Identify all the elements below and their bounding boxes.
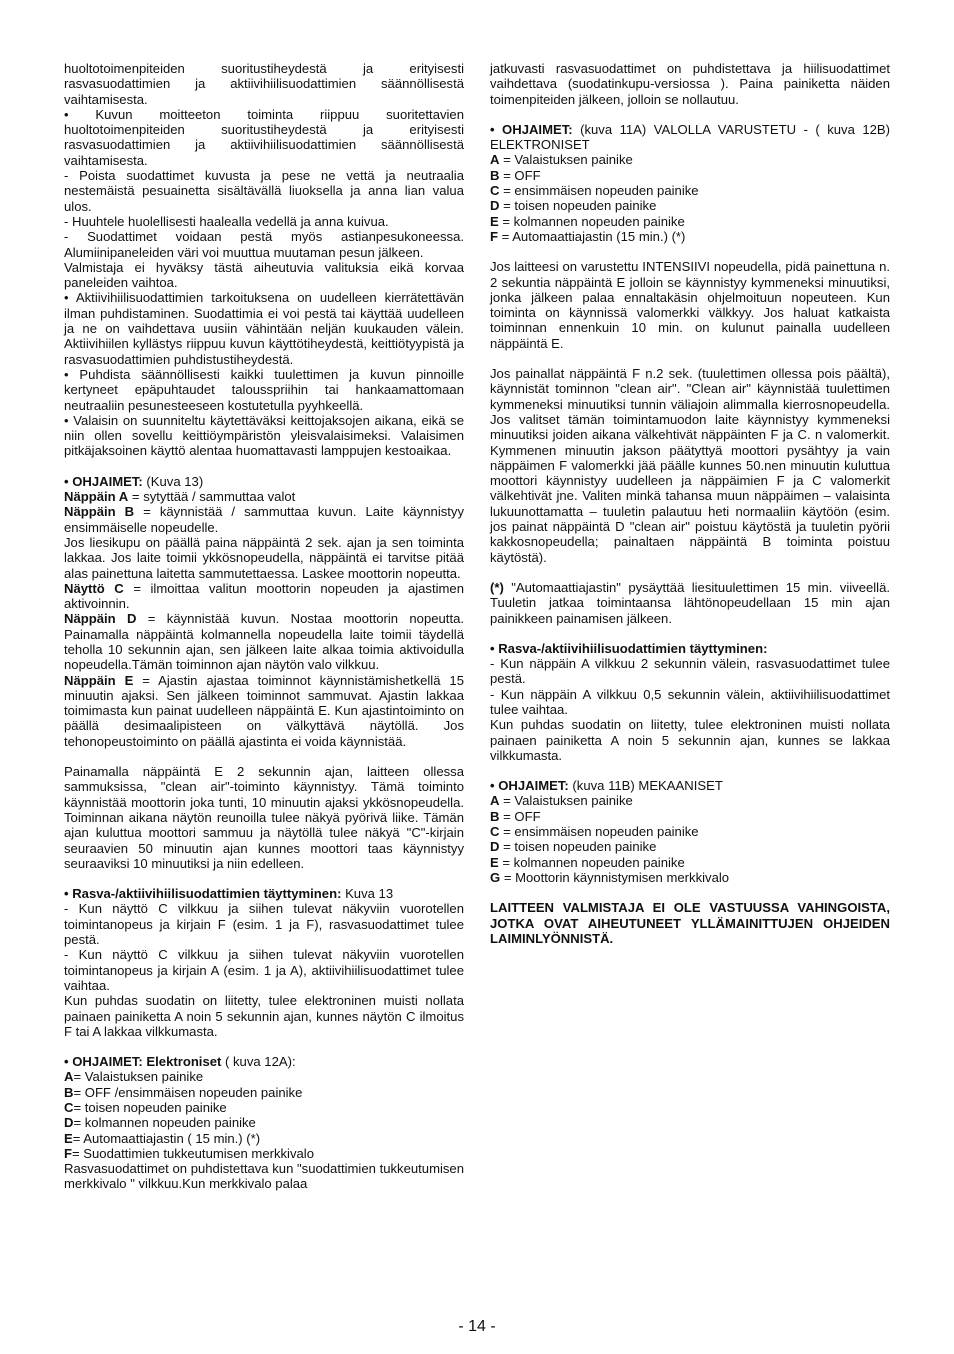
text: - Kun näppäin A vilkkuu 0,5 sekunnin välein, aktiivihiilisuodattimet tulee vaihtaa. bbox=[490, 686, 890, 717]
text: = Valaistuksen painike bbox=[73, 1069, 204, 1085]
text: "Automaattiajastin" pysäyttää liesituulettimen 15 min. viiveellä. Tuuletin jatkaa toimintaansa lähtönopeudellaan 15 min ajan painikkeen painamisen jälkeen. bbox=[490, 579, 890, 626]
paragraph-gap bbox=[64, 459, 464, 474]
paragraph bbox=[490, 214, 890, 229]
text: = OFF /ensimmäisen nopeuden painike bbox=[73, 1084, 303, 1100]
text: Rasvasuodattimet on puhdistettava kun "suodattimien tukkeutumisen merkkivalo " vilkkuu.Kun merkkivalo palaa bbox=[64, 1161, 464, 1192]
bold-label: G bbox=[490, 869, 501, 885]
paragraph bbox=[64, 764, 464, 871]
paragraph bbox=[64, 901, 464, 947]
text: • Aktiivihiilisuodattimien tarkoituksena on uudelleen kierrätettävän ilman puhdistaminen. Suodattimia ei voi pestä tai käyttää uudelleen ja ne on vaihdettava uusiin vähintään neljän kuukauden välein. Aktiivihiilen kyllästys riippuu kuvun käyttötiheydestä, keittiötyypistä ja rasvasuodattimien puhdistustiheydestä. bbox=[64, 290, 464, 367]
text: - Huuhtele huolellisesti haalealla vedellä ja anna kuivua. bbox=[64, 213, 389, 229]
bold-label: F bbox=[490, 228, 498, 244]
bold-label: C bbox=[490, 183, 500, 199]
bold-label: • Rasva-/aktiivihiilisuodattimien täyttyminen: bbox=[490, 640, 768, 656]
text: ( kuva 12A): bbox=[221, 1054, 296, 1070]
bold-label: E bbox=[64, 1130, 73, 1146]
bold-label: • Rasva-/aktiivihiilisuodattimien täyttyminen: bbox=[64, 886, 342, 902]
text: = sytyttää / sammuttaa valot bbox=[128, 489, 296, 505]
paragraph bbox=[64, 1146, 464, 1161]
paragraph bbox=[64, 1085, 464, 1100]
text: = toisen nopeuden painike bbox=[499, 839, 657, 855]
bold-label: D bbox=[490, 198, 500, 214]
paragraph bbox=[490, 717, 890, 763]
bold-label: C bbox=[490, 824, 500, 840]
text: • Kuvun moitteeton toiminta riippuu suoritettavien huoltotoimenpiteiden suoritustiheydestä ja erityisesti rasvasuodattimien ja aktiivihiilisuodattimien säännöllisestä vaihtamisesta. bbox=[64, 106, 464, 168]
text: Jos painallat näppäintä F n.2 sek. (tuulettimen ollessa pois päältä), käynnistät tominnon "clean air". "Clean air" käynnistää tuulettimen kymmeneksi minuutiksi tunnin väliajoin alimmalla kierrosnopeudella. Jos valitset tämän toimintamuodon laite käynnistyy kymmeneksi minuutiksi joiden aikana välkehtivät näppäinten F ja C. n valomerkit. Kymmenen minuutin jakson päätyttyä moottori pysähtyy ja vain näppäimen F valomerkki jää päälle kunnes 50.nen minuutin kuluttua moottori käynnistyy uudelleen ja näppäimien F ja C valomerkit välkehtivät jne. Valiten minkä tahansa muun näppäimen – valaisinta lukuunottamatta – tuuletin palautuu heti normaaliin käytöön (esim. jos painat näppäintä D "clean air" poistuu käytöstä ja tuuletin pyörii kakkosnopeudella; painaltaen näppäintä B toiminta poistuu käytöstä). bbox=[490, 366, 890, 565]
paragraph-gap bbox=[490, 244, 890, 259]
paragraph-gap bbox=[64, 1039, 464, 1054]
text: Jos laitteesi on varustettu INTENSIIVI nopeudella, pidä painettuna n. 2 sekuntia näppäintä E jolloin se käynnistyy kymmeneksi minuutiksi, jonka jälkeen palaa ennaltakäsin ohjelmoituun nopeuteen. Kun toiminta on käynnissä valomerkki välkkyy. Jos haluat katkaista toiminnan ennenkuin 10 min. on kulunut painalla uudelleen näppäintä E. bbox=[490, 259, 890, 351]
bold-label: Näppäin B bbox=[64, 504, 135, 520]
paragraph bbox=[64, 168, 464, 214]
bold-label: A bbox=[490, 152, 500, 168]
bold-label: E bbox=[490, 854, 499, 870]
text: = kolmannen nopeuden painike bbox=[498, 213, 685, 229]
page-number: - 14 - bbox=[458, 1318, 496, 1335]
disclaimer: LAITTEEN VALMISTAJA EI OLE VASTUUSSA VAHINGOISTA, JOTKA OVAT AIHEUTUNEET YLLÄMAINITTUJEN OHJEIDEN LAIMINLYÖNNISTÄ. bbox=[490, 900, 890, 946]
paragraph bbox=[490, 580, 890, 626]
text: = Valaistuksen painike bbox=[499, 793, 633, 809]
bold-label: Näppäin D bbox=[64, 611, 137, 627]
text: - Poista suodattimet kuvusta ja pese ne vettä ja neutraalia nestemäistä pesuainetta sisältävällä liuoksella ja anna lian valua ulos. bbox=[64, 168, 464, 214]
text: = Automaattiajastin ( 15 min.) (*) bbox=[72, 1130, 261, 1146]
text: = Moottorin käynnistymisen merkkivalo bbox=[500, 869, 730, 885]
text: (Kuva 13) bbox=[142, 473, 204, 489]
paragraph bbox=[64, 504, 464, 535]
paragraph bbox=[64, 290, 464, 366]
text: - Kun näyttö C vilkkuu ja siihen tulevat näkyviin vuorotellen toimintanopeus ja kirjain F (esim. 1 ja F), rasvasuodattimet tulee pestä. bbox=[64, 901, 464, 948]
text: (kuva 11A) VALOLLA VARUSTETU - ( kuva 12B) ELEKTRONISET bbox=[490, 121, 890, 153]
text: = ilmoittaa valitun moottorin nopeuden ja ajastimen aktivoinnin. bbox=[64, 580, 464, 612]
paragraph bbox=[64, 229, 464, 260]
text: = kolmannen nopeuden painike bbox=[498, 854, 685, 870]
paragraph bbox=[64, 886, 464, 901]
paragraph bbox=[64, 260, 464, 291]
bold-label: F bbox=[64, 1145, 72, 1161]
text: = Suodattimien tukkeutumisen merkkivalo bbox=[72, 1145, 314, 1161]
paragraph bbox=[64, 1131, 464, 1146]
bold-label: • OHJAIMET: Elektroniset bbox=[64, 1054, 222, 1070]
paragraph bbox=[64, 474, 464, 489]
paragraph-gap bbox=[490, 885, 890, 900]
bold-label: B bbox=[490, 167, 500, 183]
paragraph bbox=[64, 107, 464, 168]
bold-label: A bbox=[64, 1069, 74, 1085]
paragraph bbox=[490, 641, 890, 656]
paragraph bbox=[64, 993, 464, 1039]
text: huoltotoimenpiteiden suoritustiheydestä ja erityisesti rasvasuodattimien ja aktiivihiilisuodattimien säännöllisestä vaihtamisesta. bbox=[64, 61, 464, 107]
paragraph-gap bbox=[64, 749, 464, 764]
bold-label: D bbox=[490, 839, 500, 855]
text: - Kun näppäin A vilkkuu 2 sekunnin välein, rasvasuodattimet tulee pestä. bbox=[490, 656, 890, 687]
text: - Suodattimet voidaan pestä myös astianpesukoneessa. Alumiinipaneleiden väri voi muuttua muutaman pesun jälkeen. bbox=[64, 229, 464, 260]
paragraph-gap bbox=[490, 626, 890, 641]
paragraph bbox=[64, 673, 464, 749]
right-column bbox=[490, 61, 890, 946]
paragraph bbox=[64, 1115, 464, 1130]
paragraph bbox=[490, 793, 890, 808]
paragraph bbox=[64, 947, 464, 993]
paragraph-gap bbox=[490, 763, 890, 778]
paragraph bbox=[64, 413, 464, 459]
paragraph bbox=[490, 839, 890, 854]
paragraph bbox=[490, 152, 890, 167]
text: Valmistaja ei hyväksy tästä aiheutuvia valituksia eikä korvaa paneleiden vaihtoa. bbox=[64, 259, 464, 291]
text: Kun puhdas suodatin on liitetty, tulee elektroninen muisti nollata painaen painiketta A noin 5 sekunnin ajan, kunnes näytön C ilmoitus F tai A lakkaa vilkkumasta. bbox=[64, 993, 464, 1039]
text: = toisen nopeuden painike bbox=[73, 1100, 227, 1115]
text: = Valaistuksen painike bbox=[499, 152, 633, 168]
paragraph bbox=[490, 366, 890, 565]
bold-label: D bbox=[64, 1115, 74, 1131]
bold-label: Näyttö C bbox=[64, 580, 124, 596]
paragraph bbox=[490, 809, 890, 824]
paragraph bbox=[490, 855, 890, 870]
paragraph bbox=[490, 687, 890, 718]
paragraph bbox=[64, 1100, 464, 1115]
left-column bbox=[64, 61, 464, 1192]
text: = OFF bbox=[499, 808, 541, 824]
paragraph bbox=[490, 61, 890, 107]
paragraph bbox=[490, 870, 890, 885]
paragraph bbox=[64, 1069, 464, 1084]
text: = Ajastin ajastaa toiminnot käynnistämishetkellä 15 minuutin ajaksi. Sen jälkeen toiminnot sammuvat. Ajastin lakkaa toimimasta kun painat uudelleen näppäintä E. Kun ajastintoiminto on päällä desimaalipisteen on välkyttävä näytöllä. Jos tehonopeustoiminto on päällä ajastinta ei voida käynnistää. bbox=[64, 672, 464, 749]
paragraph bbox=[64, 61, 464, 107]
paragraph bbox=[490, 229, 890, 244]
paragraph bbox=[490, 824, 890, 839]
text: • Puhdista säännöllisesti kaikki tuulettimen ja kuvun pinnoille kertyneet epäpuhtaudet talousspriihin tai hankaamattomaan neutraaliin pesunesteeseen kostutetulla pyyhkeellä. bbox=[64, 366, 464, 413]
paragraph bbox=[64, 489, 464, 504]
paragraph-gap bbox=[490, 351, 890, 366]
bold-label: C bbox=[64, 1100, 74, 1115]
paragraph bbox=[64, 581, 464, 612]
bold-label: E bbox=[490, 213, 499, 229]
text: = ensimmäisen nopeuden painike bbox=[499, 824, 699, 840]
text: = kolmannen nopeuden painike bbox=[73, 1115, 256, 1131]
text: • Valaisin on suunniteltu käytettäväksi keittojaksojen aikana, eikä se niin ollen sovellu keittiöympäristön yleisvalaisimeksi. Valaisimen pitkäjaksoinen käyttö alentaa huomattavasti lamppujen kestoaikaa. bbox=[64, 412, 464, 459]
paragraph bbox=[490, 778, 890, 793]
text: = käynnistää / sammuttaa kuvun. Laite käynnistyy ensimmäiselle nopeudelle. bbox=[64, 504, 465, 535]
bold-label: • OHJAIMET: bbox=[490, 121, 573, 137]
paragraph bbox=[490, 183, 890, 198]
bold-label: B bbox=[490, 808, 500, 824]
text: = käynnistää kuvun. Nostaa moottorin nopeutta. Painamalla näppäintä kolmannella nopeudella laite toimii täydellä teholla 10 sekunnin ajan, sen jälkeen laite alkaa toimia aktivoidulla nopeudella.Tämän toiminnon ajan näytön valo vilkkuu. bbox=[64, 611, 464, 673]
paragraph bbox=[64, 1161, 464, 1192]
paragraph bbox=[490, 168, 890, 183]
text: Jos liesikupu on päällä paina näppäintä 2 sek. ajan ja sen toiminta lakkaa. Jos laite toimii ykkösnopeudella, näppäintä ei tarvitse pitää alas painettuna laitetta sammutettaessa. Laskee moottorin nopeutta. bbox=[64, 534, 464, 581]
bold-label: B bbox=[64, 1084, 74, 1100]
text: = toisen nopeuden painike bbox=[499, 198, 657, 214]
paragraph bbox=[490, 198, 890, 213]
bold-label: • OHJAIMET: bbox=[64, 473, 143, 489]
text: Kun puhdas suodatin on liitetty, tulee elektroninen muisti nollata painaen painiketta A noin 5 sekunnin ajan, kunnes se lakkaa vilkkumasta. bbox=[490, 717, 890, 763]
text: - Kun näyttö C vilkkuu ja siihen tulevat näkyviin vuorotellen toimintanopeus ja kirjain A (esim. 1 ja A), aktiivihiilisuodattimet tulee vaihtaa. bbox=[64, 947, 464, 993]
text: jatkuvasti rasvasuodattimet on puhdistettava ja hiilisuodattimet vaihdettava (suodatinkupu-versiossa ). Paina painiketta näiden toimenpiteiden jälkeen, jolloin se nollautuu. bbox=[490, 61, 890, 107]
paragraph bbox=[490, 122, 890, 153]
paragraph bbox=[64, 535, 464, 581]
paragraph bbox=[64, 1054, 464, 1069]
text: = ensimmäisen nopeuden painike bbox=[499, 183, 699, 199]
bold-label: • OHJAIMET: bbox=[490, 778, 569, 794]
paragraph bbox=[64, 611, 464, 672]
paragraph bbox=[64, 367, 464, 413]
text: Painamalla näppäintä E 2 sekunnin ajan, laitteen ollessa sammuksissa, "clean air"-toiminto käynnistyy. Tämä toiminto käynnistää moottorin joka tunti, 10 minuutin ajaksi ykkösnopeudella. Toiminnan aikana näytön reunoilla tulee näkyä pyörivä liike. Tämän ajan kuluttua moottori sammuu ja näytöllä tulee näkyä "C"-kirjain seuraavien 50 minuutin ajan kunnes moottori taas käynnistyy seuraaviksi 10 minuutiksi ja niin edelleen. bbox=[64, 764, 464, 871]
text: = OFF bbox=[499, 167, 541, 183]
text: Kuva 13 bbox=[341, 886, 394, 902]
text: = Automaattiajastin (15 min.) (*) bbox=[498, 228, 686, 244]
paragraph-gap bbox=[490, 565, 890, 580]
paragraph bbox=[490, 259, 890, 351]
bold-label: A bbox=[490, 793, 500, 809]
paragraph-gap bbox=[490, 107, 890, 122]
text: (kuva 11B) MEKAANISET bbox=[568, 778, 723, 794]
bold-label: (*) bbox=[490, 579, 504, 595]
paragraph bbox=[490, 656, 890, 687]
bold-label: Näppäin A bbox=[64, 489, 129, 505]
paragraph bbox=[64, 214, 464, 229]
paragraph-gap bbox=[64, 871, 464, 886]
bold-label: Näppäin E bbox=[64, 672, 134, 688]
